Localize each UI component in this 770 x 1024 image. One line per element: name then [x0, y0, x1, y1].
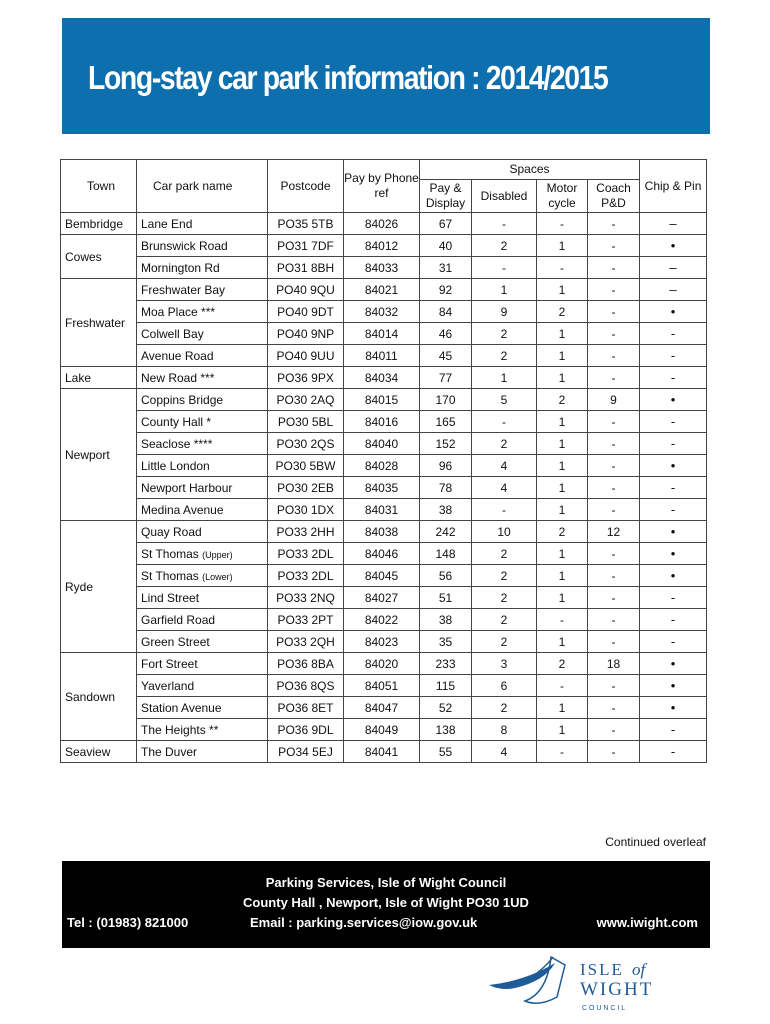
car-park-name-text: Mornington Rd [141, 260, 220, 275]
chip-pin-cell: - [640, 477, 707, 499]
table-row [61, 345, 707, 367]
coach-cell: - [588, 587, 640, 609]
postcode-cell: PO40 9QU [268, 279, 344, 301]
car-park-name-text: Fort Street [141, 656, 198, 671]
phone-ref-cell: 84035 [344, 477, 420, 499]
table-row [61, 631, 707, 653]
town-cell: Seaview [61, 741, 137, 763]
chip-pin-cell: - [640, 345, 707, 367]
chip-pin-cell: – [640, 279, 707, 301]
table-row [61, 257, 707, 279]
disabled-cell: 2 [472, 543, 537, 565]
motorcycle-cell: 1 [537, 345, 588, 367]
disabled-cell: 2 [472, 587, 537, 609]
disabled-cell: 3 [472, 653, 537, 675]
postcode-cell: PO36 9DL [268, 719, 344, 741]
chip-pin-cell: • [640, 235, 707, 257]
coach-cell: - [588, 631, 640, 653]
postcode-cell: PO40 9UU [268, 345, 344, 367]
car-park-name-text: Lane End [141, 216, 193, 231]
car-park-name-text: Lind Street [141, 590, 200, 605]
header-pay-display: Pay & Display [420, 180, 472, 213]
table-row [61, 719, 707, 741]
pay-display-cell: 67 [420, 213, 472, 235]
phone-ref-cell: 84027 [344, 587, 420, 609]
motorcycle-cell: 1 [537, 499, 588, 521]
phone-ref-cell: 84020 [344, 653, 420, 675]
car-park-name-text: Newport Harbour [141, 480, 233, 495]
title-banner [62, 18, 710, 134]
disabled-cell: 4 [472, 477, 537, 499]
postcode-cell: PO30 2EB [268, 477, 344, 499]
coach-cell: - [588, 741, 640, 763]
postcode-cell: PO33 2DL [268, 565, 344, 587]
postcode-cell: PO33 2HH [268, 521, 344, 543]
table-row [61, 301, 707, 323]
postcode-cell: PO33 2NQ [268, 587, 344, 609]
chip-pin-cell: – [640, 213, 707, 235]
phone-ref-cell: 84012 [344, 235, 420, 257]
car-park-name-qualifier: (Upper) [202, 549, 233, 560]
phone-ref-cell: 84023 [344, 631, 420, 653]
pay-display-cell: 84 [420, 301, 472, 323]
disabled-cell: 10 [472, 521, 537, 543]
car-park-name [137, 323, 268, 345]
coach-cell: - [588, 609, 640, 631]
phone-ref-cell: 84016 [344, 411, 420, 433]
pay-display-cell: 152 [420, 433, 472, 455]
continued-overleaf: Continued overleaf [605, 835, 706, 849]
coach-cell: - [588, 279, 640, 301]
pay-display-cell: 35 [420, 631, 472, 653]
postcode-cell: PO31 7DF [268, 235, 344, 257]
car-park-name [137, 477, 268, 499]
phone-ref-cell: 84031 [344, 499, 420, 521]
phone-ref-cell: 84047 [344, 697, 420, 719]
table-row [61, 279, 707, 301]
disabled-cell: 5 [472, 389, 537, 411]
footer-email: Email : parking.services@iow.gov.uk [250, 915, 478, 930]
disabled-cell: - [472, 213, 537, 235]
table-row [61, 455, 707, 477]
motorcycle-cell: - [537, 257, 588, 279]
chip-pin-cell: • [640, 565, 707, 587]
pay-display-cell: 38 [420, 499, 472, 521]
town-cell: Ryde [61, 521, 137, 653]
car-park-name [137, 587, 268, 609]
car-park-name-text: Little London [141, 458, 210, 473]
phone-ref-cell: 84045 [344, 565, 420, 587]
postcode-cell: PO36 8ET [268, 697, 344, 719]
table-row [61, 609, 707, 631]
table-row [61, 543, 707, 565]
pay-display-cell: 96 [420, 455, 472, 477]
header-town: Town [61, 160, 137, 213]
footer [62, 861, 710, 948]
car-park-name-text: St Thomas [141, 546, 199, 561]
car-park-name-text: Freshwater Bay [141, 282, 226, 297]
postcode-cell: PO30 5BL [268, 411, 344, 433]
phone-ref-cell: 84028 [344, 455, 420, 477]
coach-cell: - [588, 543, 640, 565]
postcode-cell: PO33 2DL [268, 543, 344, 565]
phone-ref-cell: 84049 [344, 719, 420, 741]
disabled-cell: 2 [472, 345, 537, 367]
car-park-name-text: Medina Avenue [141, 502, 224, 517]
car-park-name [137, 213, 268, 235]
disabled-cell: 2 [472, 609, 537, 631]
motorcycle-cell: 1 [537, 587, 588, 609]
phone-ref-cell: 84014 [344, 323, 420, 345]
chip-pin-cell: • [640, 653, 707, 675]
isle-of-wight-council-logo [485, 955, 685, 1015]
table-row [61, 323, 707, 345]
chip-pin-cell: - [640, 719, 707, 741]
car-park-name [137, 741, 268, 763]
chip-pin-cell: - [640, 631, 707, 653]
town-cell: Newport [61, 389, 137, 521]
coach-cell: - [588, 235, 640, 257]
car-park-name-text: Coppins Bridge [141, 392, 224, 407]
table-row [61, 477, 707, 499]
car-park-name [137, 521, 268, 543]
table-row [61, 675, 707, 697]
coach-cell: - [588, 499, 640, 521]
header-car-park-name: Car park name [137, 160, 268, 213]
chip-pin-cell: - [640, 323, 707, 345]
table-row [61, 213, 707, 235]
car-park-name [137, 631, 268, 653]
pay-display-cell: 115 [420, 675, 472, 697]
phone-ref-cell: 84011 [344, 345, 420, 367]
postcode-cell: PO33 2PT [268, 609, 344, 631]
car-park-name [137, 235, 268, 257]
motorcycle-cell: 2 [537, 521, 588, 543]
disabled-cell: 4 [472, 741, 537, 763]
phone-ref-cell: 84046 [344, 543, 420, 565]
header-chip-pin: Chip & Pin [640, 160, 707, 213]
table-row [61, 389, 707, 411]
header-spaces: Spaces [420, 160, 640, 180]
disabled-cell: 4 [472, 455, 537, 477]
pay-display-cell: 92 [420, 279, 472, 301]
coach-cell: - [588, 697, 640, 719]
car-park-name-text: New Road *** [141, 370, 215, 385]
phone-ref-cell: 84022 [344, 609, 420, 631]
car-park-name [137, 499, 268, 521]
phone-ref-cell: 84034 [344, 367, 420, 389]
chip-pin-cell: • [640, 543, 707, 565]
phone-ref-cell: 84040 [344, 433, 420, 455]
table-row [61, 235, 707, 257]
chip-pin-cell: - [640, 433, 707, 455]
phone-ref-cell: 84021 [344, 279, 420, 301]
town-cell: Freshwater [61, 279, 137, 367]
chip-pin-cell: • [640, 389, 707, 411]
car-park-table [60, 159, 707, 763]
car-park-name [137, 433, 268, 455]
motorcycle-cell: 2 [537, 653, 588, 675]
car-park-name [137, 697, 268, 719]
disabled-cell: 2 [472, 235, 537, 257]
disabled-cell: 6 [472, 675, 537, 697]
coach-cell: 9 [588, 389, 640, 411]
town-cell: Cowes [61, 235, 137, 279]
footer-website: www.iwight.com [596, 915, 698, 930]
disabled-cell: 2 [472, 433, 537, 455]
header-postcode: Postcode [268, 160, 344, 213]
chip-pin-cell: • [640, 697, 707, 719]
logo-council: C O U N C I L [582, 1005, 626, 1012]
car-park-name-text: County Hall * [141, 414, 212, 429]
footer-org: Parking Services, Isle of Wight Council [265, 875, 507, 890]
header-motorcycle: Motor cycle [537, 180, 588, 213]
pay-display-cell: 38 [420, 609, 472, 631]
coach-cell: - [588, 367, 640, 389]
motorcycle-cell: 1 [537, 631, 588, 653]
chip-pin-cell: - [640, 741, 707, 763]
table-row [61, 565, 707, 587]
car-park-name [137, 653, 268, 675]
town-cell: Sandown [61, 653, 137, 741]
postcode-cell: PO35 5TB [268, 213, 344, 235]
chip-pin-cell: - [640, 367, 707, 389]
logo-isle: ISLE [580, 960, 624, 979]
postcode-cell: PO34 5EJ [268, 741, 344, 763]
pay-display-cell: 170 [420, 389, 472, 411]
town-cell: Lake [61, 367, 137, 389]
disabled-cell: 2 [472, 697, 537, 719]
footer-address: County Hall , Newport, Isle of Wight PO30 1UD [243, 895, 529, 910]
disabled-cell: - [472, 257, 537, 279]
header-disabled: Disabled [472, 180, 537, 213]
car-park-name-text: Brunswick Road [141, 238, 228, 253]
motorcycle-cell: 1 [537, 433, 588, 455]
motorcycle-cell: - [537, 741, 588, 763]
coach-cell: - [588, 257, 640, 279]
table-body [61, 213, 707, 763]
postcode-cell: PO30 5BW [268, 455, 344, 477]
postcode-cell: PO30 2AQ [268, 389, 344, 411]
car-park-name [137, 257, 268, 279]
car-park-name-text: St Thomas [141, 568, 199, 583]
motorcycle-cell: 2 [537, 389, 588, 411]
postcode-cell: PO31 8BH [268, 257, 344, 279]
car-park-name [137, 609, 268, 631]
car-park-name-text: Green Street [141, 634, 210, 649]
car-park-name [137, 367, 268, 389]
phone-ref-cell: 84041 [344, 741, 420, 763]
table-row [61, 433, 707, 455]
pay-display-cell: 51 [420, 587, 472, 609]
disabled-cell: 2 [472, 323, 537, 345]
table-row [61, 367, 707, 389]
table-row [61, 521, 707, 543]
pay-display-cell: 148 [420, 543, 472, 565]
car-park-name-text: The Duver [141, 744, 198, 759]
chip-pin-cell: – [640, 257, 707, 279]
motorcycle-cell: 1 [537, 323, 588, 345]
motorcycle-cell: 1 [537, 565, 588, 587]
table-row [61, 697, 707, 719]
phone-ref-cell: 84038 [344, 521, 420, 543]
motorcycle-cell: 1 [537, 279, 588, 301]
phone-ref-cell: 84033 [344, 257, 420, 279]
table-row [61, 653, 707, 675]
motorcycle-cell: 1 [537, 697, 588, 719]
footer-tel: Tel : (01983) 821000 [67, 915, 189, 930]
car-park-name-text: Colwell Bay [141, 326, 204, 341]
postcode-cell: PO40 9DT [268, 301, 344, 323]
table-row [61, 587, 707, 609]
pay-display-cell: 45 [420, 345, 472, 367]
chip-pin-cell: • [640, 675, 707, 697]
phone-ref-cell: 84015 [344, 389, 420, 411]
pay-display-cell: 46 [420, 323, 472, 345]
coach-cell: - [588, 719, 640, 741]
car-park-name [137, 345, 268, 367]
chip-pin-cell: • [640, 521, 707, 543]
logo-of: of [632, 960, 646, 979]
pay-display-cell: 40 [420, 235, 472, 257]
town-cell: Bembridge [61, 213, 137, 235]
car-park-name [137, 565, 268, 587]
motorcycle-cell: 1 [537, 719, 588, 741]
car-park-name-text: Quay Road [141, 524, 202, 539]
postcode-cell: PO36 8QS [268, 675, 344, 697]
motorcycle-cell: 1 [537, 455, 588, 477]
chip-pin-cell: - [640, 587, 707, 609]
coach-cell: - [588, 565, 640, 587]
coach-cell: - [588, 411, 640, 433]
pay-display-cell: 138 [420, 719, 472, 741]
pay-display-cell: 77 [420, 367, 472, 389]
disabled-cell: 2 [472, 565, 537, 587]
chip-pin-cell: - [640, 609, 707, 631]
car-park-name-text: Garfield Road [141, 612, 216, 627]
disabled-cell: - [472, 411, 537, 433]
coach-cell: - [588, 675, 640, 697]
postcode-cell: PO36 8BA [268, 653, 344, 675]
table-row [61, 741, 707, 763]
pay-display-cell: 165 [420, 411, 472, 433]
coach-cell: - [588, 433, 640, 455]
disabled-cell: 2 [472, 631, 537, 653]
pay-display-cell: 242 [420, 521, 472, 543]
car-park-name-qualifier: (Lower) [202, 571, 233, 582]
car-park-name [137, 455, 268, 477]
car-park-name-text: Yaverland [141, 678, 195, 693]
motorcycle-cell: 1 [537, 367, 588, 389]
pay-display-cell: 55 [420, 741, 472, 763]
car-park-name-text: Seaclose **** [141, 436, 213, 451]
car-park-name [137, 543, 268, 565]
coach-cell: - [588, 323, 640, 345]
table-row [61, 499, 707, 521]
chip-pin-cell: • [640, 455, 707, 477]
page-title: Long-stay car park information : 2014/2015 [88, 59, 608, 96]
postcode-cell: PO30 2QS [268, 433, 344, 455]
motorcycle-cell: 2 [537, 301, 588, 323]
disabled-cell: 8 [472, 719, 537, 741]
pay-display-cell: 56 [420, 565, 472, 587]
motorcycle-cell: 1 [537, 477, 588, 499]
car-park-name-text: The Heights ** [141, 722, 219, 737]
car-park-name-text: Station Avenue [141, 700, 222, 715]
motorcycle-cell: 1 [537, 235, 588, 257]
coach-cell: - [588, 301, 640, 323]
car-park-name [137, 301, 268, 323]
motorcycle-cell: - [537, 213, 588, 235]
postcode-cell: PO36 9PX [268, 367, 344, 389]
car-park-name [137, 719, 268, 741]
disabled-cell: 1 [472, 367, 537, 389]
car-park-name [137, 675, 268, 697]
postcode-cell: PO40 9NP [268, 323, 344, 345]
disabled-cell: 9 [472, 301, 537, 323]
car-park-name [137, 411, 268, 433]
motorcycle-cell: 1 [537, 411, 588, 433]
car-park-name-text: Moa Place *** [141, 304, 216, 319]
car-park-name [137, 279, 268, 301]
coach-cell: - [588, 455, 640, 477]
pay-display-cell: 78 [420, 477, 472, 499]
disabled-cell: - [472, 499, 537, 521]
phone-ref-cell: 84026 [344, 213, 420, 235]
header-phone-ref: Pay by Phone ref [344, 160, 420, 213]
chip-pin-cell: - [640, 499, 707, 521]
motorcycle-cell: - [537, 675, 588, 697]
chip-pin-cell: - [640, 411, 707, 433]
phone-ref-cell: 84032 [344, 301, 420, 323]
motorcycle-cell: - [537, 609, 588, 631]
header-coach: Coach P&D [588, 180, 640, 213]
coach-cell: 12 [588, 521, 640, 543]
logo-wight: WIGHT [580, 979, 654, 1000]
pay-display-cell: 31 [420, 257, 472, 279]
coach-cell: - [588, 213, 640, 235]
chip-pin-cell: • [640, 301, 707, 323]
coach-cell: - [588, 477, 640, 499]
postcode-cell: PO33 2QH [268, 631, 344, 653]
coach-cell: 18 [588, 653, 640, 675]
pay-display-cell: 233 [420, 653, 472, 675]
postcode-cell: PO30 1DX [268, 499, 344, 521]
motorcycle-cell: 1 [537, 543, 588, 565]
coach-cell: - [588, 345, 640, 367]
table-row [61, 411, 707, 433]
phone-ref-cell: 84051 [344, 675, 420, 697]
pay-display-cell: 52 [420, 697, 472, 719]
car-park-name [137, 389, 268, 411]
disabled-cell: 1 [472, 279, 537, 301]
car-park-name-text: Avenue Road [141, 348, 214, 363]
